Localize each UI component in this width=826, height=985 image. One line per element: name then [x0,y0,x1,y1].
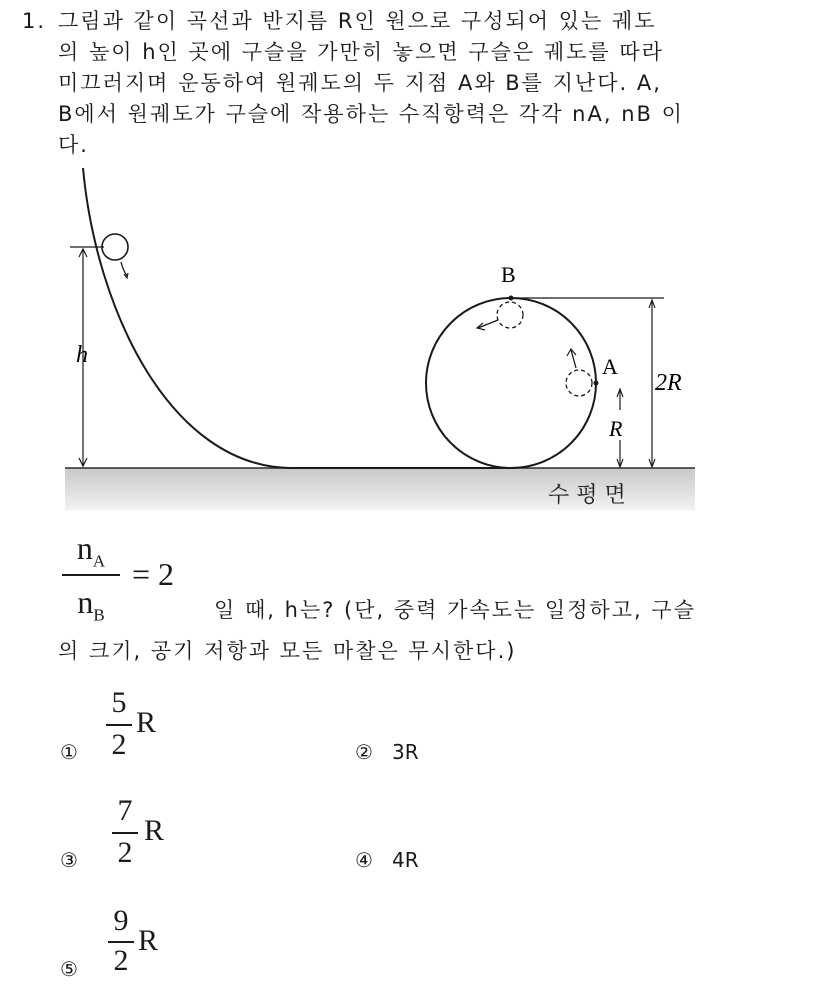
choice-1-fraction[interactable] [104,686,174,766]
start-ball [102,234,128,260]
choice-2-marker[interactable]: ② [355,740,373,764]
label-h: h [76,342,88,368]
choice-3-marker[interactable]: ③ [60,848,78,872]
label-2R: 2R [655,370,682,396]
choice-1-denominator: 2 [111,728,127,761]
choice-1-numerator: 5 [111,686,127,719]
choice-1-bar [106,724,132,726]
choice-3-bar [112,832,138,834]
choice-2-text[interactable]: 3R [392,740,419,764]
choice-3-fraction[interactable] [110,794,180,874]
label-ground: 수 평 면 [548,483,626,508]
choice-4-text[interactable]: 4R [392,848,419,872]
choice-3-unit: R [144,814,165,847]
condition-line-1: 일 때, h는? (단, 중력 가속도는 일정하고, 구슬 [214,598,696,622]
ball-at-A [566,370,592,396]
choice-5-numerator: 9 [113,904,129,937]
choice-4-marker[interactable]: ④ [355,848,373,872]
label-B: B [501,262,516,287]
question-line-4: B에서 원궤도가 구슬에 작용하는 수직항력은 각각 nA, nB 이 [58,102,684,126]
choice-3-numerator: 7 [117,794,133,827]
start-ball-arrow [121,262,127,276]
choice-5-unit: R [138,924,159,957]
fraction-denominator: $n_B$ [77,584,105,625]
choice-5-fraction[interactable] [106,904,176,984]
question-line-5: 다. [58,133,89,157]
label-R: R [609,416,623,441]
question-line-3: 미끄러지며 운동하여 원궤도의 두 지점 A와 B를 지난다. A, [58,71,662,95]
question-line-1: 그림과 같이 곡선과 반지름 R인 원으로 구성되어 있는 궤도 [58,9,657,33]
choice-5-bar [108,941,134,943]
question-number: 1. [22,9,47,33]
condition-line-2: 의 크기, 공기 저항과 모든 마찰은 무시한다.) [58,639,517,663]
fraction-bar [62,574,120,576]
choice-3-denominator: 2 [117,836,133,869]
condition-fraction [62,528,212,628]
choice-5-denominator: 2 [113,944,129,977]
equals-two: = 2 [132,556,175,592]
choice-5-marker[interactable]: ⑤ [60,957,78,981]
label-A: A [602,354,618,379]
loop-track [426,298,596,468]
track-figure [0,160,826,520]
choice-1-marker[interactable]: ① [60,740,78,764]
curved-track [83,168,515,468]
question-line-2: 의 높이 h인 곳에 구슬을 가만히 놓으면 구슬은 궤도를 따라 [58,40,664,64]
ball-at-B [497,302,523,328]
fraction-numerator: $n_A$ [76,530,106,571]
choice-1-unit: R [136,706,157,739]
